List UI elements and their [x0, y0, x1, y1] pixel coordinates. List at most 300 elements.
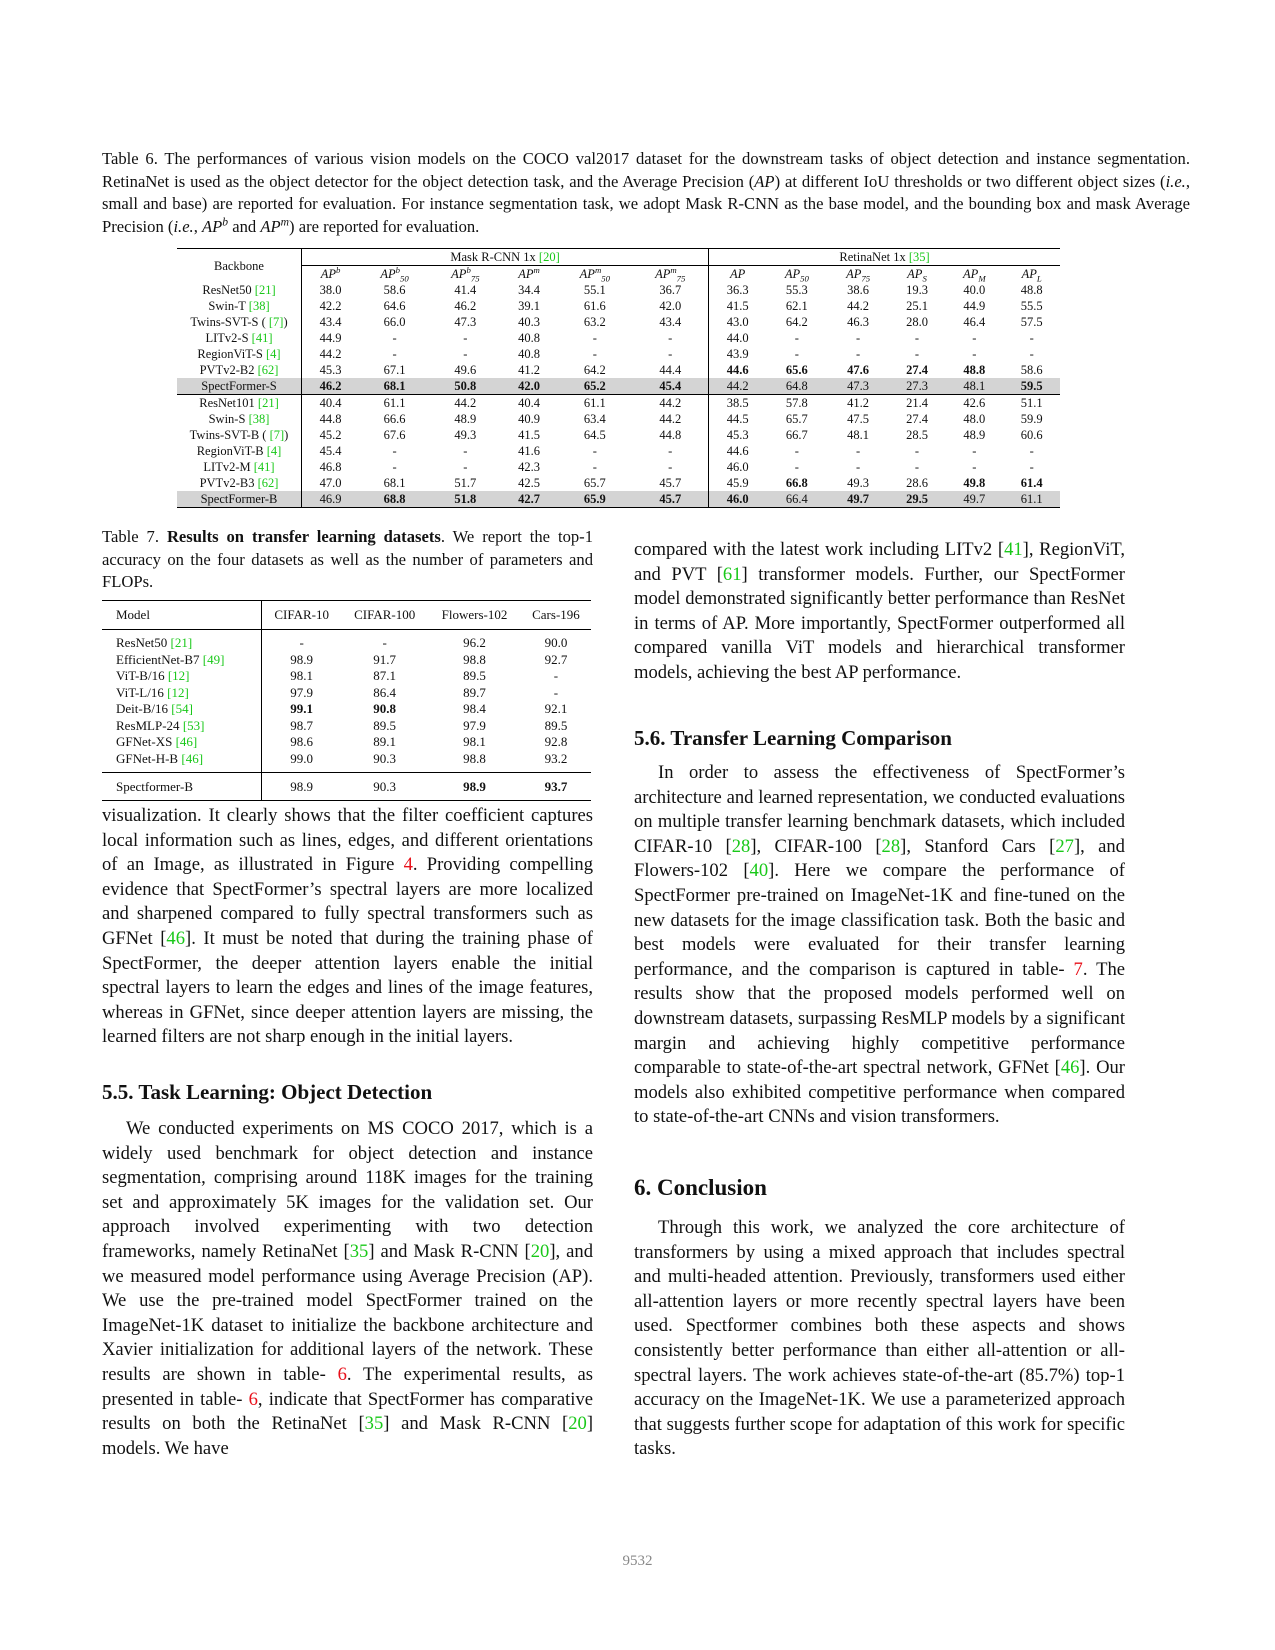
table-row [177, 378, 1060, 395]
table-cell: 41.4 [454, 283, 477, 297]
backbone-name [177, 362, 302, 378]
table-cell: 60.6 [1020, 428, 1043, 442]
table-cell: 64.2 [785, 315, 808, 329]
table6 [177, 248, 1060, 508]
table-cell: 42.0 [501, 378, 558, 395]
citation: [21] [170, 635, 193, 650]
metric-apb50: $AP^b_{50}$ [380, 264, 409, 284]
table-cell: - [392, 444, 397, 458]
table-cell: - [392, 331, 397, 345]
table-cell: - [463, 347, 468, 361]
text-run: ] models. We have [102, 1413, 594, 1459]
table-cell: 47.3 [827, 378, 888, 395]
table-cell: - [668, 347, 673, 361]
right-paragraph-3 [634, 1216, 1125, 1462]
table-cell: 44.8 [659, 428, 682, 442]
table-cell: 92.7 [544, 651, 568, 667]
table-cell: 51.8 [430, 491, 501, 508]
table-cell: 89.5 [544, 717, 568, 733]
table-cell: 44.6 [709, 362, 767, 378]
table-cell: 68.8 [359, 491, 430, 508]
table-cell: 64.2 [583, 363, 606, 377]
table7-header-row [102, 601, 591, 630]
table-row [102, 652, 591, 669]
table-cell: 98.9 [262, 773, 341, 801]
table-cell: 93.7 [521, 773, 591, 801]
backbone-suffix: ) [284, 428, 289, 442]
table-cell: 66.0 [383, 315, 406, 329]
table-cell: 96.2 [463, 635, 486, 650]
backbone-name [177, 395, 302, 412]
table-cell: 97.9 [290, 684, 314, 700]
model-label: EfficientNet-B7 [116, 651, 203, 667]
table-cell: 92.8 [544, 734, 568, 749]
table-cell: 98.4 [463, 701, 486, 716]
backbone-name [177, 427, 302, 443]
table-row [177, 459, 1060, 475]
table-cell: 58.6 [383, 283, 406, 297]
table-cell: 66.8 [785, 476, 808, 490]
citation: 28 [731, 835, 751, 857]
table-cell: 59.5 [1003, 378, 1060, 395]
table6-metric-header-row [177, 266, 1060, 283]
metric-apb75: $AP^b_{75}$ [451, 264, 480, 284]
table-row [102, 685, 591, 702]
metric-ap75: $AP_{75}$ [846, 267, 871, 284]
table-cell: 90.3 [341, 773, 428, 801]
backbone-name [177, 411, 302, 427]
citation: [12] [167, 668, 190, 683]
table-cell: 44.9 [302, 330, 360, 346]
table-cell: 47.6 [847, 363, 870, 377]
metric-apm75: $AP^m_{75}$ [655, 264, 686, 284]
citation: 20 [568, 1413, 587, 1435]
citation: 40 [749, 860, 769, 882]
table-cell: 46.0 [709, 491, 767, 508]
backbone-label: Twins-SVT-S ( [190, 315, 269, 329]
table-cell: 44.2 [709, 378, 767, 395]
table-row-spectformer [102, 773, 591, 801]
table-cell: 44.6 [709, 443, 767, 459]
table-cell: 29.5 [889, 491, 946, 508]
citation: 46 [166, 927, 185, 949]
citation: [4] [266, 347, 281, 361]
section-5-6-heading: 5.6. Transfer Learning Comparison [634, 726, 952, 750]
citation: 41 [1004, 539, 1023, 560]
backbone-label: PVTv2-B3 [199, 476, 258, 490]
table-cell: 47.5 [847, 412, 870, 426]
citation: [62] [257, 476, 279, 490]
text-run: ]. Our models also exhibited competitive performance when compared to state-of-the-art CNNs and vision transformers. [634, 1057, 1125, 1128]
backbone-label: RegionViT-S [197, 347, 266, 361]
text-run: ], and Flowers-102 [ [634, 835, 1125, 882]
table-cell: 40.0 [963, 283, 986, 297]
table-cell: 55.1 [583, 283, 606, 297]
table-cell: 40.8 [518, 331, 540, 345]
table-cell: 45.4 [302, 443, 360, 459]
table-cell: 58.6 [1020, 363, 1043, 377]
citation: [46] [175, 734, 198, 749]
backbone-label: SpectFormer-S [201, 379, 277, 393]
table-cell: 51.1 [1003, 395, 1060, 412]
model-name [102, 685, 262, 702]
citation: [62] [257, 363, 279, 377]
citation: [49] [202, 651, 225, 667]
table-cell: 41.2 [518, 363, 540, 377]
reference: 4 [403, 854, 413, 876]
table-cell: 46.9 [302, 491, 360, 508]
citation: 20 [530, 1240, 550, 1262]
table-cell: 44.2 [632, 395, 708, 412]
table-cell: - [592, 331, 597, 345]
citation: 46 [1060, 1057, 1080, 1079]
table-cell: - [668, 444, 673, 458]
table-cell: 48.9 [454, 412, 477, 426]
table7-body [102, 630, 591, 801]
citation: [46] [181, 750, 204, 766]
model-name [102, 635, 262, 652]
model-name [102, 734, 262, 751]
citation: 35 [364, 1413, 384, 1435]
table-cell: - [794, 331, 799, 345]
table-cell: - [299, 635, 304, 650]
table-row [177, 362, 1060, 378]
text-run: In order to assess the effectiveness of SpectFormer’s architecture and learned representation, we conducted evaluations on multiple transfer learning benchmark datasets, which included CIFAR-10 [ [634, 762, 1125, 857]
table-cell: 61.1 [1003, 491, 1060, 508]
table6-backbone-header: Backbone [177, 249, 302, 283]
table-row [177, 330, 1060, 346]
table6-retinanet-header: RetinaNet 1x [35] [709, 249, 1060, 266]
metric-ap50: $AP_{50}$ [784, 267, 809, 284]
table-cell: 41.2 [827, 395, 888, 412]
metric-aps: $AP_S$ [907, 267, 927, 284]
table6-caption: Table 6. The performances of various vision models on the COCO val2017 dataset for the downstream tasks of object detection and instance segmentation. RetinaNet is used as the object detector for the object detection task, and the Average Precision (AP) at different IoU thresholds or two different object sizes (i.e., small and base) are reported for evaluation. For instance segmentation task, we adopt Mask R-CNN as the base model, and the bounding box and mask Average Precision (i.e., $AP^b$ and $AP^m$) are reported for evaluation. [102, 149, 1190, 236]
table-cell: 43.4 [302, 314, 360, 330]
metric-apl: $AP_L$ [1021, 267, 1042, 284]
table-cell: - [794, 444, 799, 458]
table-cell: 45.4 [632, 378, 708, 395]
model-name [102, 718, 262, 735]
backbone-name [177, 314, 302, 330]
table-cell: 90.8 [373, 701, 397, 716]
table-cell: 42.5 [518, 476, 540, 490]
metric-apm50: $AP^m_{50}$ [579, 264, 611, 284]
table-cell: 45.9 [709, 475, 767, 491]
table7-caption: Table 7. Results on transfer learning datasets. We report the top-1 accuracy on the four datasets as well as the number of parameters and FLOPs. [102, 527, 594, 592]
table-cell: - [972, 331, 977, 345]
table6-body [177, 282, 1060, 508]
text-run: . Providing compelling evidence that SpectFormer’s spectral layers are more localized and sharpened compared to fully spectral transformers such as GFNet [ [102, 854, 593, 949]
table-cell: 27.3 [889, 378, 946, 395]
table-row [102, 635, 591, 652]
table-cell: 64.5 [583, 428, 606, 442]
table-cell: 28.5 [906, 428, 928, 442]
table-cell: 98.7 [290, 717, 314, 733]
table-cell: 38.6 [847, 283, 870, 297]
table-cell: 61.1 [359, 395, 430, 412]
text-run: ]. Here we compare the performance of SpectFormer pre-trained on ImageNet-1K and fine-tuned on the new datasets for the image classification task. Both the basic and best models were evaluated for their transfer learning performance, and the comparison is captured in table- [634, 860, 1125, 980]
table-cell: 44.0 [709, 330, 767, 346]
table7-header-cars196: Cars-196 [521, 601, 591, 630]
reference: 7 [1073, 958, 1083, 980]
table-row [177, 427, 1060, 443]
table-cell: 44.2 [302, 346, 360, 362]
table-cell: 93.2 [544, 750, 568, 766]
citation: [12] [167, 684, 189, 700]
table-cell: 98.9 [428, 773, 521, 801]
table-row [102, 668, 591, 685]
model-name [102, 701, 262, 718]
table-cell: 51.7 [454, 476, 477, 490]
table-cell: - [1029, 444, 1034, 458]
table-cell: 48.8 [963, 363, 986, 377]
table-cell: 46.4 [963, 315, 986, 329]
table-cell: - [668, 331, 673, 345]
table-cell: - [382, 635, 387, 650]
table-cell: 49.7 [827, 491, 888, 508]
table-cell: - [856, 460, 861, 474]
text-run: We conducted experiments on MS COCO 2017, which is a widely used benchmark for object detection and instance segmentation, comprising around 118K images for the training set and approximately 5K images for the validation set. Our approach involved experimenting with two detection frameworks, namely RetinaNet [ [102, 1118, 593, 1262]
table-cell: 61.6 [583, 299, 606, 313]
table-row [177, 298, 1060, 314]
table-cell: 61.4 [1020, 476, 1043, 490]
citation: [54] [171, 701, 193, 716]
table-row [102, 751, 591, 768]
citation: 35 [349, 1240, 369, 1262]
citation: [21] [257, 396, 279, 410]
table-cell: - [856, 347, 861, 361]
table-cell: 38.0 [302, 282, 360, 298]
backbone-suffix: ) [283, 315, 288, 329]
citation: [41] [253, 460, 275, 474]
left-paragraph-1 [102, 804, 593, 1050]
table-cell: 64.6 [383, 299, 406, 313]
backbone-label: Twins-SVT-B ( [189, 428, 270, 442]
table-cell: - [463, 444, 468, 458]
table-cell: 66.6 [383, 412, 406, 426]
table-cell: - [463, 460, 468, 474]
table-row [177, 475, 1060, 491]
section-6-heading: 6. Conclusion [634, 1175, 767, 1200]
backbone-label: ResNet101 [199, 396, 258, 410]
model-name: Spectformer-B [102, 773, 262, 801]
text-run: ] transformer models. Further, our SpectFormer model demonstrated significantly better performance than ResNet in terms of AP. More importantly, SpectFormer outperformed all compared vanilla ViT models and hierarchical transformer models, achieving the best AP performance. [634, 563, 1125, 683]
citation: [21] [254, 283, 276, 297]
table-cell: 44.8 [302, 411, 360, 427]
table-cell: 43.0 [709, 314, 767, 330]
backbone-label: RegionViT-B [196, 444, 267, 458]
table-cell: 43.9 [709, 346, 767, 362]
table-cell: 43.4 [659, 315, 682, 329]
table-cell: - [592, 347, 597, 361]
table-cell: 65.9 [557, 491, 632, 508]
text-run: . The experimental results, as presented in table- [102, 1363, 593, 1410]
table-cell: - [794, 347, 799, 361]
table-cell: - [668, 460, 673, 474]
text-run: ] and Mask R-CNN [ [368, 1240, 531, 1262]
table-cell: 98.8 [463, 651, 486, 667]
text-run: visualization. It clearly shows that the filter coefficient captures local information such as lines, edges, and different orientations of an Image, as illustrated in Figure [102, 805, 593, 876]
table6-maskrcnn-header: Mask R-CNN 1x [20] [302, 249, 709, 266]
backbone-name [177, 330, 302, 346]
table-cell: 27.4 [906, 363, 928, 377]
table-cell: 47.3 [454, 315, 477, 329]
table-cell: 28.0 [906, 315, 928, 329]
table-cell: 40.8 [518, 347, 540, 361]
table-cell: 44.9 [963, 299, 986, 313]
table-cell: 97.9 [463, 717, 486, 733]
table-row [177, 282, 1060, 298]
table-cell: 67.6 [383, 428, 406, 442]
table-cell: 55.3 [785, 283, 808, 297]
table-cell: 49.3 [847, 476, 870, 490]
table-cell: 44.4 [659, 363, 682, 377]
backbone-label: Swin-T [208, 299, 249, 313]
table-cell: 46.3 [847, 315, 870, 329]
table-cell: 34.4 [518, 283, 540, 297]
table-cell: - [463, 331, 468, 345]
table-cell: - [1029, 460, 1034, 474]
table-cell: 40.4 [302, 395, 360, 412]
table-cell: 38.5 [709, 395, 767, 412]
backbone-name [177, 346, 302, 362]
table-row [102, 718, 591, 735]
table-cell: 99.1 [290, 701, 314, 716]
table-cell: 45.3 [709, 427, 767, 443]
table-cell: 66.7 [785, 428, 808, 442]
model-name [102, 668, 262, 685]
table7-header-cifar10: CIFAR-10 [262, 601, 341, 630]
table-cell: - [856, 444, 861, 458]
table-cell: 90.3 [373, 750, 397, 766]
left-paragraph-2 [102, 1117, 593, 1461]
table-cell: 42.0 [659, 299, 682, 313]
table-cell: 36.3 [709, 282, 767, 298]
citation: 61 [722, 563, 742, 585]
text-run: , indicate that SpectFormer has comparative results on both the RetinaNet [ [102, 1388, 593, 1435]
text-run: ], Stanford Cars [ [900, 835, 1056, 857]
model-label: GFNet-H-B [116, 750, 182, 766]
table-row [177, 491, 1060, 508]
table-cell: 98.6 [290, 734, 314, 749]
table-cell: 49.3 [454, 428, 477, 442]
table-cell: 21.4 [889, 395, 946, 412]
table-cell: 42.2 [302, 298, 360, 314]
backbone-label: PVTv2-B2 [199, 363, 258, 377]
backbone-label: Swin-S [208, 412, 249, 426]
table-cell: - [392, 347, 397, 361]
table-cell: 49.8 [963, 476, 986, 490]
table-cell: 90.0 [544, 635, 568, 650]
table-cell: 65.7 [583, 476, 606, 490]
table-cell: 40.3 [518, 315, 540, 329]
table-cell: - [553, 684, 559, 700]
table-cell: - [592, 444, 597, 458]
table-cell: 46.2 [454, 299, 477, 313]
table-cell: 44.2 [847, 299, 870, 313]
backbone-name [177, 443, 302, 459]
table-cell: 44.2 [430, 395, 501, 412]
citation: [7] [268, 315, 284, 329]
table-cell: 68.1 [359, 378, 430, 395]
table-cell: 46.2 [302, 378, 360, 395]
table-cell: - [592, 460, 597, 474]
table-cell: 86.4 [373, 684, 397, 700]
model-label: ResMLP-24 [116, 717, 183, 733]
model-label: ViT-B/16 [116, 668, 168, 683]
citation: [38] [248, 299, 270, 313]
table-row [177, 395, 1060, 412]
table-row [177, 314, 1060, 330]
table-cell: - [972, 444, 977, 458]
table-cell: - [1029, 347, 1034, 361]
table7-header-cifar100: CIFAR-100 [341, 601, 428, 630]
table-cell: 98.1 [290, 668, 314, 683]
citation: [53] [182, 717, 205, 733]
backbone-label: LITv2-M [203, 460, 254, 474]
table-cell: 55.5 [1020, 299, 1043, 313]
table-cell: 57.8 [766, 395, 827, 412]
text-run: ]. It must be noted that during the training phase of SpectFormer, the deeper attention layers enable the initial spectral layers to learn the edges and lines of the image features, whereas in GFNet, since deeper attention layers are missing, the learned filters are not sharp enough in the initial layers. [102, 927, 593, 1048]
table-cell: 39.1 [518, 299, 540, 313]
table-cell: 45.3 [302, 362, 360, 378]
model-label: ResNet50 [116, 635, 171, 650]
backbone-label: SpectFormer-B [200, 492, 278, 506]
table-cell: 41.5 [709, 298, 767, 314]
table-cell: 47.0 [302, 475, 360, 491]
table-cell: 92.1 [544, 701, 568, 716]
table-cell: 45.7 [659, 476, 682, 490]
right-paragraph-1 [634, 538, 1125, 686]
metric-ap: AP [709, 266, 767, 283]
backbone-name [177, 459, 302, 475]
table-cell: 44.5 [709, 411, 767, 427]
table7 [102, 600, 591, 801]
table-cell: 63.2 [583, 315, 606, 329]
table-cell: 46.8 [302, 459, 360, 475]
table-cell: 65.6 [785, 363, 808, 377]
table-cell: 65.2 [557, 378, 632, 395]
table-cell: 65.7 [785, 412, 808, 426]
table-cell: 57.5 [1020, 315, 1043, 329]
table-cell: 89.5 [373, 717, 397, 733]
model-name [102, 652, 262, 669]
backbone-name [177, 298, 302, 314]
table-row [102, 701, 591, 718]
table-cell: 48.0 [963, 412, 986, 426]
table-cell: - [794, 460, 799, 474]
table-cell: 49.7 [945, 491, 1003, 508]
metric-apb: $AP^b$ [302, 266, 360, 283]
citation: [41] [251, 331, 273, 345]
text-run: ] and Mask R-CNN [ [383, 1413, 569, 1435]
table-cell: 48.1 [847, 428, 870, 442]
table-cell: 91.7 [373, 651, 397, 667]
table-cell: 42.3 [518, 460, 540, 474]
citation: [38] [248, 412, 270, 426]
table-cell: - [1029, 331, 1034, 345]
text-run: ], and we measured model performance using Average Precision (AP). We use the pre-trained model SpectFormer trained on the ImageNet-1K dataset to initialize the backbone architecture and Xavier initialization for additional layers of the network. These results are shown in table- [102, 1240, 594, 1385]
table-cell: 41.5 [518, 428, 540, 442]
model-name [102, 751, 262, 768]
table-cell: - [553, 668, 559, 683]
text-run: ], CIFAR-100 [ [750, 835, 882, 857]
table-cell: - [972, 460, 977, 474]
table-cell: 48.1 [945, 378, 1003, 395]
section-5-5-heading: 5.5. Task Learning: Object Detection [102, 1080, 433, 1104]
model-label: Deit-B/16 [116, 701, 172, 716]
table-cell: 36.7 [659, 283, 682, 297]
